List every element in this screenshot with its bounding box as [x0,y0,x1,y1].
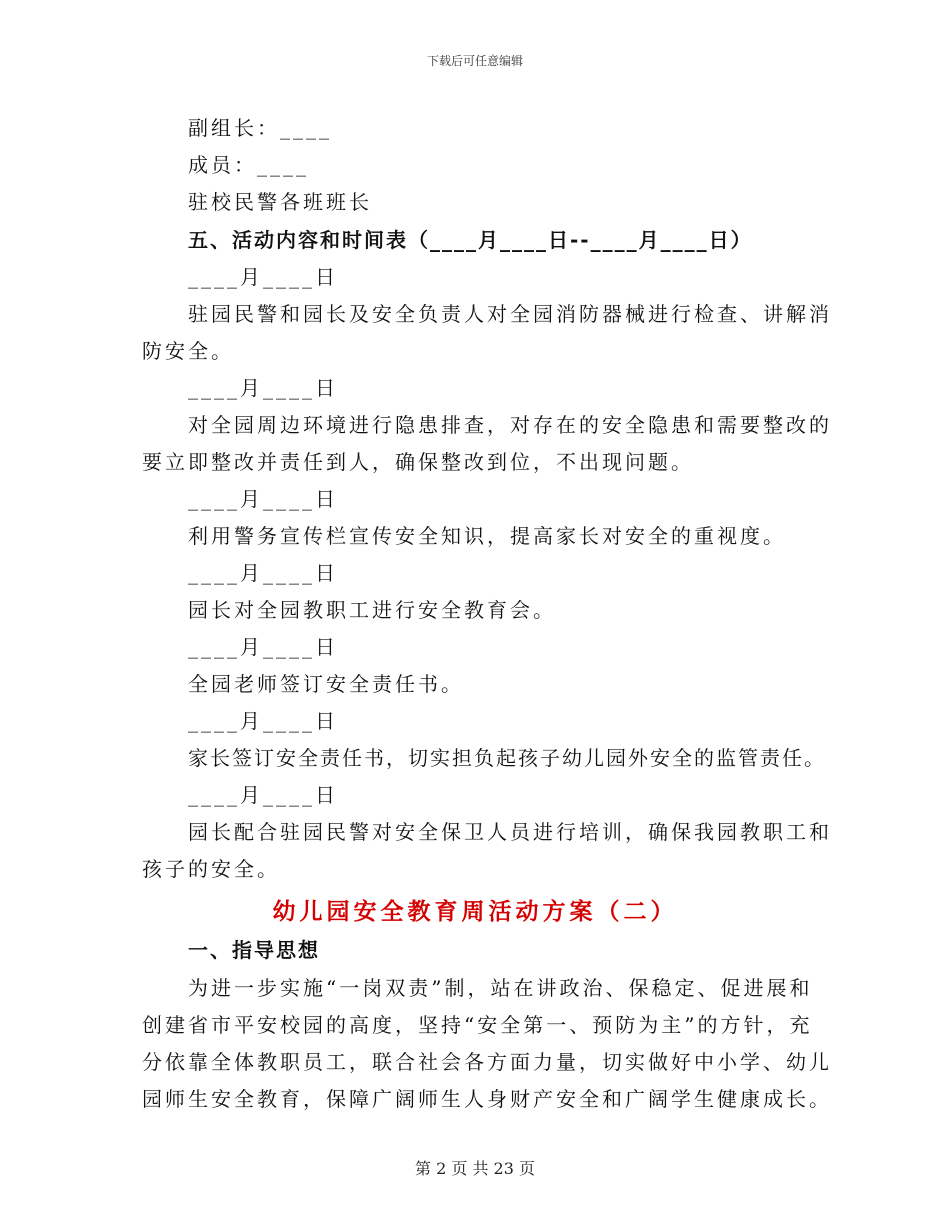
paragraph-line: 防安全。 [142,339,234,363]
paragraph-line: 全园老师签订安全责任书。 [188,672,464,696]
guiding-heading: 一、指导思想 [188,938,320,962]
date-line: ____月____日 [188,265,338,289]
paragraph-line: 对全园周边环境进行隐患排查，对存在的安全隐患和需要整改的 [188,413,832,437]
paragraph-line: 孩子的安全。 [142,857,280,881]
date-line: ____月____日 [188,487,338,511]
paragraph-line: 家长签订安全责任书，切实担负起孩子幼儿园外安全的监管责任。 [188,746,826,770]
police-line: 驻校民警各班班长 [188,190,372,214]
deputy-leader-line: 副组长：____ [188,116,332,140]
page-header: 下载后可任意编辑 [426,54,523,68]
section-heading-five: 五、活动内容和时间表（____月____日--____月____日） [188,228,753,252]
paragraph-line: 园师生安全教育，保障广阔师生人身财产安全和广阔学生健康成长。 [142,1087,832,1111]
date-line: ____月____日 [188,635,338,659]
members-line: 成员：____ [188,153,309,177]
paragraph-line: 驻园民警和园长及安全负责人对全园消防器械进行检查、讲解消 [188,302,832,326]
paragraph-line: 要立即整改并责任到人，确保整改到位，不出现问题。 [142,450,694,474]
date-line: ____月____日 [188,783,338,807]
paragraph-line: 利用警务宣传栏宣传安全知识，提高家长对安全的重视度。 [188,524,786,548]
paragraph-line: 为进一步实施“一岗双责”制，站在讲政治、保稳定、促进展和 [188,976,813,1000]
paragraph-line: 分依靠全体教职员工，联合社会各方面力量，切实做好中小学、幼儿 [142,1050,832,1074]
paragraph-line: 园长配合驻园民警对安全保卫人员进行培训，确保我园教职工和 [188,820,832,844]
date-line: ____月____日 [188,709,338,733]
page-footer: 第 2 页 共 23 页 [415,1159,535,1178]
section-title: 幼儿园安全教育周活动方案（二） [272,899,678,925]
date-line: ____月____日 [188,376,338,400]
paragraph-line: 创建省市平安校园的高度，坚持“安全第一、预防为主”的方针，充 [142,1013,813,1037]
paragraph-line: 园长对全园教职工进行安全教育会。 [188,598,556,622]
date-line: ____月____日 [188,561,338,585]
